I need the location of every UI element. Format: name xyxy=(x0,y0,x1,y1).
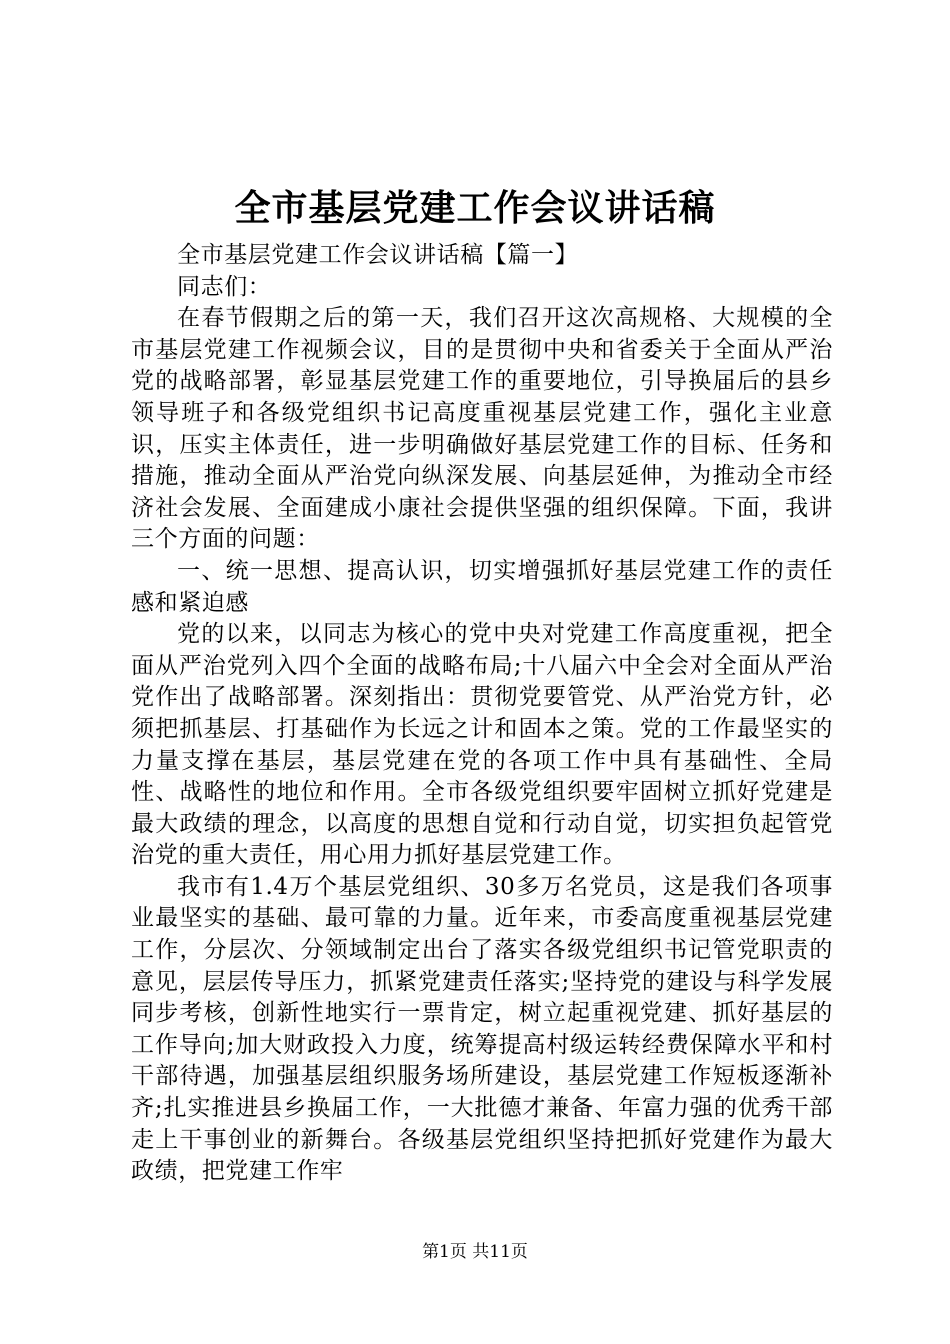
body-paragraph: 在春节假期之后的第一天，我们召开这次高规格、大规模的全市基层党建工作视频会议，目的是贯彻中央和省委关于全面从严治党的战略部署，彰显基层党建工作的重要地位，引导换届后的县乡领导班子和各级党组织书记高度重视基层党建工作，强化主业意识，压实主体责任，进一步明确做好基层党建工作的目标、任务和措施，推动全面从严治党向纵深发展、向基层延伸，为推动全市经济社会发展、全面建成小康社会提供坚强的组织保障。下面，我讲三个方面的问题： xyxy=(131,305,833,553)
document-title: 全市基层党建工作会议讲话稿 xyxy=(234,187,716,229)
body-paragraph: 我市有1.4万个基层党组织、30多万名党员，这是我们各项事业最坚实的基础、最可靠的力量。近年来，市委高度重视基层党建工作，分层次、分领域制定出台了落实各级党组织书记管党职责的意见，层层传导压力，抓紧党建责任落实;坚持党的建设与科学发展同步考核，创新性地实行一票肯定，树立起重视党建、抓好基层的工作导向;加大财政投入力度，统筹提高村级运转经费保障水平和村干部待遇，加强基层组织服务场所建设，基层党建工作短板逐渐补齐;扎实推进县乡换届工作，一大批德才兼备、年富力强的优秀干部走上干事创业的新舞台。各级基层党组织坚持把抓好党建作为最大政绩，把党建工作牢 xyxy=(131,873,833,1185)
section-heading-one: 一、统一思想、提高认识，切实增强抓好基层党建工作的责任感和紧迫感 xyxy=(131,557,833,616)
document-body xyxy=(131,240,833,1188)
body-paragraph: 党的以来，以同志为核心的党中央对党建工作高度重视，把全面从严治党列入四个全面的战略布局;十八届六中全会对全面从严治党作出了战略部署。深刻指出：贯彻党要管党、从严治党方针，必须把抓基层、打基础作为长远之计和固本之策。党的工作最坚实的力量支撑在基层，基层党建在党的各项工作中具有基础性、全局性、战略性的地位和作用。全市各级党组织要牢固树立抓好党建是最大政绩的理念，以高度的思想自觉和行动自觉，切实担负起管党治党的重大责任，用心用力抓好基层党建工作。 xyxy=(131,621,833,869)
section-heading-part-one: 全市基层党建工作会议讲话稿【篇一】 xyxy=(177,242,579,268)
salutation: 同志们： xyxy=(177,273,272,300)
page-number-footer: 第1页 共11页 xyxy=(422,1242,528,1262)
